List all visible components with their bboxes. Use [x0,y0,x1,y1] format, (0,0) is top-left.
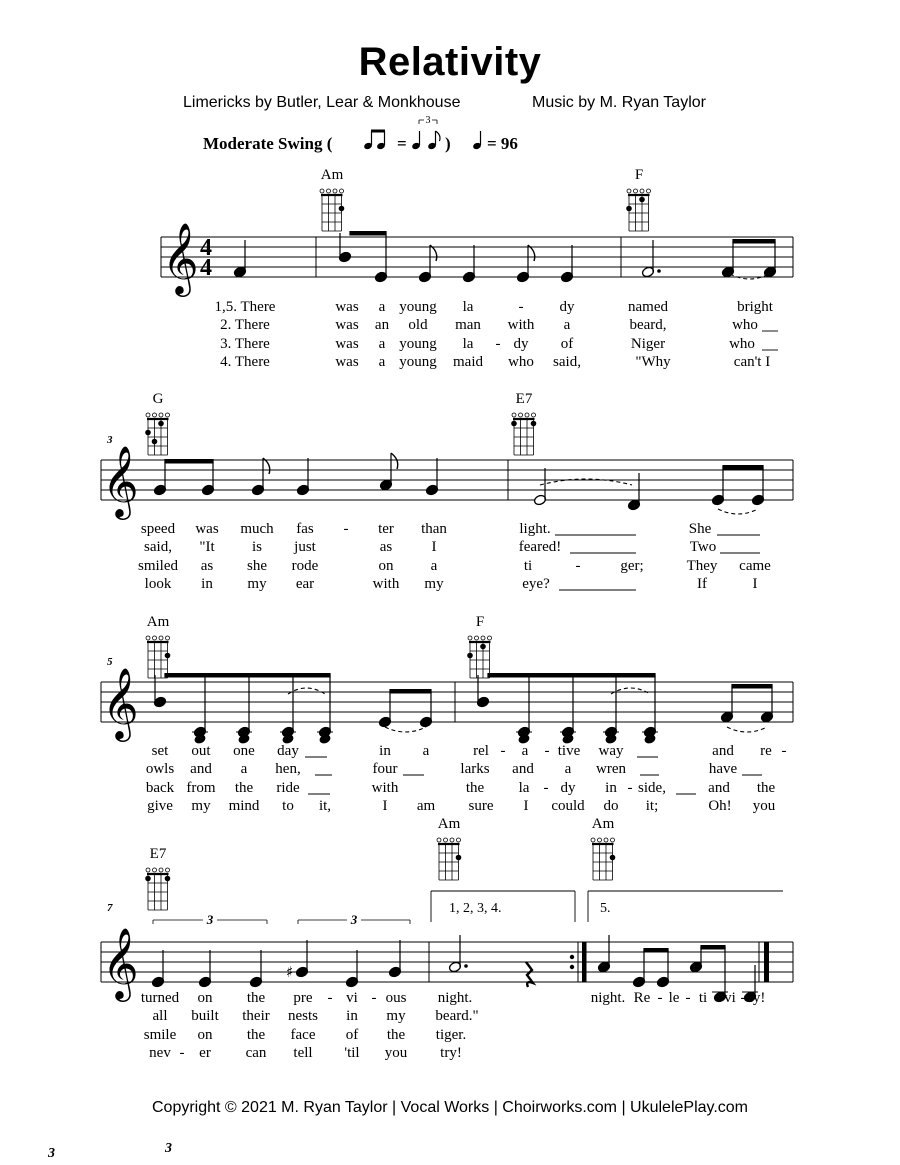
chord-g-finger-dot [145,430,151,436]
lyric-line-system-3-syllable: to [282,798,294,814]
chord-f-1-open-string [634,189,638,193]
slur [730,274,769,279]
chord-am-1-open-string [333,189,337,193]
lyric-line-system-4-syllable: can [245,1045,267,1061]
lyric-line-system-1-syllable: - [495,336,501,352]
note-flag [391,453,398,469]
lyric-line-system-2-syllable: on [378,558,394,574]
lyric-line-system-3-syllable: it, [318,798,332,814]
lyric-line-system-4-syllable: - [657,990,663,1006]
lyric-line-system-1-syllable: who [729,336,755,352]
lyric-line-system-2-syllable: look [144,576,172,592]
lyric-line-system-4-syllable: on [197,1027,213,1043]
lyric-line-system-4-syllable: turned [140,990,180,1006]
lyric-line-system-3-syllable: the [234,780,254,796]
lyric-line-system-4-syllable: 'til [344,1045,360,1061]
lyric-line-system-1-syllable: said, [553,354,581,370]
chord-am-4-finger-dot [610,855,616,861]
lyric-line-system-2-syllable: eye? [522,576,550,592]
final-thick-barline [764,942,769,982]
lyric-line-system-4-syllable: ti [698,990,708,1006]
lyric-line-system-4-syllable: - [371,990,377,1006]
lyric-line-system-3-syllable: do [603,798,619,814]
chord-e7-2-finger-dot [145,876,151,882]
lyric-line-system-3-syllable: re [760,743,772,759]
lyric-line-system-3-syllable: it; [645,798,659,814]
chord-am-2-open-string [159,636,163,640]
note-dot [464,964,468,968]
lyricist-credit: Limericks by Butler, Lear & Monkhouse [183,94,461,111]
lyric-line-system-1-syllable: "Why [635,354,671,370]
lyric-line-system-4-syllable: tell [293,1045,313,1061]
lyric-line-system-3-syllable: sure [468,798,494,814]
lyric-line-system-3-syllable: one [233,743,255,759]
lyric-line-system-2-syllable: ter [378,521,394,537]
beam [731,684,772,689]
lyric-line-system-3-syllable: way [598,743,624,759]
lyric-line-system-3-syllable: four [372,761,398,777]
lyric-line-system-2-syllable: "It [199,539,215,555]
lyric-line-system-3-syllable: the [465,780,485,796]
lyric-line-system-4-syllable: vi [724,990,736,1006]
chord-am-3-open-string [437,838,441,842]
lyric-line-system-2-syllable: - [343,521,349,537]
chord-f-1-finger-dot [639,197,645,203]
lyric-line-system-1-syllable: 3. There [220,336,270,352]
tempo-close-paren: ) [445,134,451,153]
quarter-rest [526,962,533,987]
chord-am-1-open-string [340,189,344,193]
chord-am-1-label: Am [320,167,344,183]
chord-e7-2-open-string [153,868,157,872]
measure-number: 3 [107,434,113,446]
chord-am-2-finger-dot [165,653,171,659]
lyric-line-system-2-syllable: ear [295,576,315,592]
lyric-line-system-3-syllable: set [151,743,169,759]
chord-am-4-open-string [591,838,595,842]
tempo-flag [436,131,441,141]
repeat-dot [570,955,574,959]
lyric-line-system-2-syllable: fas [296,521,314,537]
lyric-line-system-2-syllable: was [195,521,219,537]
lyric-line-system-2-syllable: rode [291,558,319,574]
lyric-line-system-4-syllable: you [384,1045,408,1061]
lyric-line-system-1-syllable: man [455,317,481,333]
lyric-line-system-2-syllable: in [201,576,213,592]
chord-am-3-open-string [450,838,454,842]
lyric-line-system-2-syllable: just [294,539,316,555]
chord-am-1-open-string [327,189,331,193]
copyright-footer: Copyright © 2021 M. Ryan Taylor | Vocal Works | Choirworks.com | UkulelePlay.com [151,1099,749,1116]
composer-credit: Music by M. Ryan Taylor [532,94,706,111]
lyric-line-system-3-syllable: am [416,798,436,814]
lyric-line-system-3-syllable: tive [557,743,581,759]
lyric-line-system-3-syllable: have [708,761,738,777]
repeat-dot [570,965,574,969]
lyric-line-system-1-syllable: was [335,317,359,333]
beam [164,673,330,678]
lyric-line-system-3-syllable: and [512,761,534,777]
lyric-line-system-2-syllable: than [421,521,447,537]
note-sharp: ♯ [286,963,294,981]
chord-e7-open-string [519,413,523,417]
tempo-bpm: = 96 [487,134,518,153]
lyric-line-system-2-syllable: came [739,558,771,574]
lyric-line-system-1-syllable: was [335,336,359,352]
lyric-line-system-4-syllable: night. [437,990,473,1006]
song-title: Relativity [358,40,542,84]
lyric-line-system-1-syllable: la [462,336,474,352]
treble-clef-1: 𝄞 [162,221,199,294]
lyric-line-system-3-syllable: could [551,798,585,814]
lyric-line-system-1-syllable: can't I [733,354,771,370]
lyric-line-system-1-syllable: Niger [630,336,666,352]
lyric-line-system-3-syllable: a [422,743,430,759]
chord-g-finger-dot [158,421,164,427]
chord-f-2-open-string [488,636,492,640]
chord-am-4-open-string [611,838,615,842]
chord-e7-finger-dot [511,421,517,427]
chord-am-4-open-string [598,838,602,842]
chord-am-3-label: Am [437,816,461,832]
slur [611,688,650,694]
lyric-line-system-3-syllable: - [544,743,550,759]
lyric-line-system-3-syllable: the [756,780,776,796]
lyric-line-system-1-syllable: who [508,354,534,370]
lyric-line-system-4-syllable: smile [143,1027,177,1043]
lyric-line-system-4-syllable: - [740,990,746,1006]
lyric-line-system-4-syllable: all [152,1008,168,1024]
lyric-line-system-3-syllable: dy [560,780,576,796]
lyric-line-system-3-syllable: you [752,798,776,814]
beam [389,689,431,694]
lyric-line-system-4-syllable: nev [149,1045,171,1061]
beam [349,231,386,236]
lyric-line-system-1-syllable: dy [559,299,575,315]
lyric-line-system-2-syllable: my [424,576,444,592]
chord-am-4-open-string [604,838,608,842]
lyric-line-system-1-syllable: dy [513,336,529,352]
lyric-line-system-2-syllable: she [247,558,267,574]
chord-e7-2-label: E7 [149,846,167,862]
chord-am-4-label: Am [591,816,615,832]
chord-f-2-finger-dot [480,644,486,650]
chord-f-1-open-string [647,189,651,193]
lyric-line-system-3-syllable: a [521,743,529,759]
lyric-line-system-2-syllable: is [251,539,263,555]
lyric-line-system-1-syllable: 1,5. There [214,299,276,315]
lyric-line-system-3-syllable: mind [228,798,260,814]
lyric-line-system-4-syllable: vi [346,990,358,1006]
lyric-line-system-1-syllable: young [399,299,437,315]
lyric-line-system-4-syllable: the [246,1027,266,1043]
lyric-line-system-4-syllable: - [713,990,719,1006]
chord-f-1-open-string [627,189,631,193]
chord-g-label: G [152,391,164,407]
lyric-line-system-1-syllable: with [507,317,535,333]
treble-clef-2: 𝄞 [102,444,139,517]
beam [164,459,213,464]
tempo-triplet-number: 3 [425,115,431,126]
lyric-line-system-1-syllable: - [518,299,524,315]
lyric-line-system-3-syllable: - [500,743,506,759]
lyric-line-system-4-syllable: in [346,1008,358,1024]
chord-e7-2-open-string [166,868,170,872]
lyric-line-system-1-syllable: named [628,299,668,315]
tempo-equals: = [397,134,407,153]
lyric-line-system-3-syllable: - [627,780,633,796]
lyric-line-system-3-syllable: and [190,761,212,777]
lyric-line-system-3-syllable: and [708,780,730,796]
lyric-line-system-3-syllable: give [147,798,173,814]
lyric-line-system-4-syllable: on [197,990,213,1006]
lyric-line-system-4-syllable: built [191,1008,219,1024]
chord-f-2-open-string [468,636,472,640]
lyric-line-system-3-syllable: a [240,761,248,777]
lyric-line-system-4-syllable: their [242,1008,270,1024]
lyric-line-system-2-syllable: a [430,558,438,574]
time-signature-top: 4 [200,235,212,261]
beam [732,239,775,244]
lyric-line-system-3-syllable: la [518,780,530,796]
measure-number: 7 [107,902,113,914]
lyric-line-system-3-syllable: out [191,743,211,759]
chord-am-1-finger-dot [339,206,345,212]
lyric-line-system-3-syllable: my [191,798,211,814]
measure-number: 5 [107,656,113,668]
lyric-line-system-3-syllable: day [277,743,299,759]
chord-f-2-label: F [475,614,485,630]
lyric-line-system-1-syllable: was [335,299,359,315]
lyric-line-system-1-syllable: a [378,354,386,370]
lyric-line-system-3-syllable: ride [276,780,300,796]
lyric-line-system-2-syllable: ger; [620,558,644,574]
lyric-line-system-3-syllable: I [523,798,529,814]
lyric-line-system-2-syllable: much [240,521,274,537]
lyric-line-system-3-syllable: owls [145,761,175,777]
lyric-line-system-4-syllable: my [386,1008,406,1024]
lyric-line-system-4-syllable: beard." [435,1008,479,1024]
chord-g-open-string [166,413,170,417]
chord-e7-2-open-string [159,868,163,872]
chord-f-2-finger-dot [467,653,473,659]
lyric-line-system-1-syllable: beard, [629,317,667,333]
lyric-line-system-4-syllable: - [179,1045,185,1061]
treble-clef-4: 𝄞 [102,926,139,999]
lyric-line-system-2-syllable: feared! [518,539,562,555]
lyric-line-system-3-syllable: hen, [275,761,301,777]
chord-e7-finger-dot [531,421,537,427]
beam [487,673,655,678]
beam [643,948,668,953]
slur [718,509,758,514]
lyric-line-system-1-syllable: of [560,336,574,352]
lyric-line-system-3-syllable: I [382,798,388,814]
lyric-line-system-2-syllable: as [200,558,214,574]
lyric-line-system-1-syllable: young [399,336,437,352]
slur [385,727,426,732]
lyric-line-system-3-syllable: Oh! [708,798,732,814]
lyric-line-system-1-syllable: a [563,317,571,333]
lyric-line-system-2-syllable: ti [523,558,533,574]
lyric-line-system-4-syllable: pre [293,990,313,1006]
lyric-line-system-4-syllable: er [199,1045,211,1061]
chord-g-open-string [153,413,157,417]
lyric-line-system-1-syllable: la [462,299,474,315]
second-ending-label: 5. [600,901,611,916]
chord-f-1-open-string [640,189,644,193]
first-ending-label: 1, 2, 3, 4. [449,901,502,916]
lyric-line-system-4-syllable: night. [590,990,626,1006]
lyric-line-system-4-syllable: ty! [748,990,766,1006]
chord-am-2-open-string [146,636,150,640]
lyric-line-system-4-syllable: of [345,1027,359,1043]
beam [722,465,763,470]
chord-f-2-open-string [475,636,479,640]
lyric-line-system-2-syllable: Two [689,539,717,555]
chord-am-3-finger-dot [456,855,462,861]
chord-f-2-open-string [481,636,485,640]
page-mark-right: 3 [165,1141,172,1156]
tempo-label: Moderate Swing ( [203,134,333,153]
lyric-line-system-1-syllable: a [378,299,386,315]
lyric-line-system-4-syllable: try! [440,1045,462,1061]
lyric-line-system-2-syllable: I [431,539,437,555]
lyric-line-system-1-syllable: maid [453,354,483,370]
chord-f-1-finger-dot [626,206,632,212]
lyric-line-system-1-syllable: an [374,317,390,333]
lyric-line-system-1-syllable: 2. There [220,317,270,333]
lyric-line-system-2-syllable: - [575,558,581,574]
lyric-line-system-1-syllable: a [378,336,386,352]
lyric-line-system-1-syllable: 4. There [220,354,270,370]
time-signature-bottom: 4 [200,255,212,281]
lyric-line-system-3-syllable: - [781,743,787,759]
lyric-line-system-3-syllable: and [712,743,734,759]
lyric-line-system-2-syllable: If [697,576,707,592]
lyric-line-system-3-syllable: rel [473,743,489,759]
lyric-line-system-2-syllable: They [686,558,718,574]
lyric-line-system-4-syllable: - [685,990,691,1006]
lyric-line-system-3-syllable: a [564,761,572,777]
chord-am-2-open-string [166,636,170,640]
lyric-line-system-3-syllable: - [543,780,549,796]
tuplet-number: 3 [206,912,214,927]
lyric-line-system-4-syllable: - [327,990,333,1006]
lyric-line-system-4-syllable: Re [633,990,651,1006]
chord-am-3-open-string [444,838,448,842]
lyric-line-system-1-syllable: bright [737,299,773,315]
lyric-line-system-2-syllable: light. [519,521,551,537]
lyric-line-system-4-syllable: ous [385,990,407,1006]
lyric-line-system-4-syllable: the [246,990,266,1006]
lyric-line-system-1-syllable: old [408,317,428,333]
chord-g-finger-dot [152,439,158,445]
lyric-line-system-3-syllable: back [145,780,175,796]
chord-e7-open-string [525,413,529,417]
slur [727,727,767,732]
lyric-line-system-2-syllable: my [247,576,267,592]
lyric-line-system-3-syllable: with [371,780,399,796]
chord-e7-2-open-string [146,868,150,872]
treble-clef-3: 𝄞 [102,666,139,739]
chord-e7-2-finger-dot [165,876,171,882]
chord-e7-open-string [512,413,516,417]
chord-am-1-open-string [320,189,324,193]
lyric-line-system-2-syllable: She [688,521,712,537]
lyric-line-system-4-syllable: the [386,1027,406,1043]
lyric-line-system-2-syllable: I [752,576,758,592]
chord-g-open-string [159,413,163,417]
chord-e7-label: E7 [515,391,533,407]
lyric-line-system-2-syllable: speed [140,521,176,537]
lyric-line-system-1-syllable: was [335,354,359,370]
lyric-line-system-4-syllable: nests [288,1008,318,1024]
beam [700,945,725,950]
chord-g-open-string [146,413,150,417]
chord-am-3-open-string [457,838,461,842]
chord-e7-open-string [532,413,536,417]
lyric-line-system-3-syllable: in [605,780,617,796]
lyric-line-system-3-syllable: wren [596,761,626,777]
lyric-line-system-2-syllable: with [372,576,400,592]
chord-am-2-label: Am [146,614,170,630]
lyric-line-system-3-syllable: side, [638,780,666,796]
lyric-line-system-3-syllable: larks [460,761,490,777]
tuplet-number: 3 [350,912,358,927]
chord-am-2-open-string [153,636,157,640]
lyric-line-system-2-syllable: smiled [138,558,178,574]
lyric-line-system-3-syllable: in [379,743,391,759]
lyric-line-system-4-syllable: face [290,1027,316,1043]
note-dot [657,269,661,273]
page-mark-left: 3 [48,1146,55,1161]
lyric-line-system-4-syllable: le [668,990,680,1006]
lyric-line-system-1-syllable: who [732,317,758,333]
repeat-thick-barline [582,942,587,982]
lyric-line-system-2-syllable: said, [144,539,172,555]
chord-f-1-label: F [634,167,644,183]
lyric-line-system-2-syllable: as [379,539,393,555]
lyric-line-system-3-syllable: from [186,780,216,796]
lyric-line-system-4-syllable: tiger. [435,1027,467,1043]
lyric-line-system-1-syllable: young [399,354,437,370]
